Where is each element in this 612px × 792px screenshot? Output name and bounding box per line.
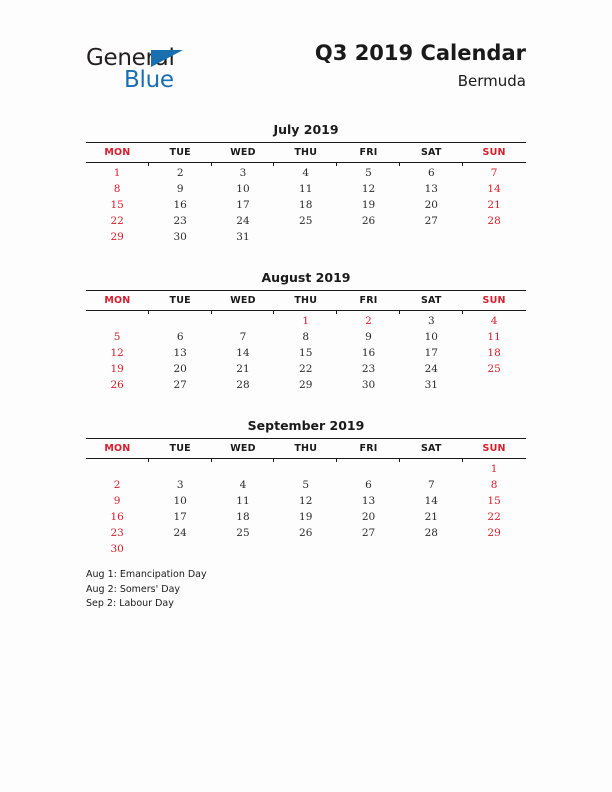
day-cell[interactable]: 19	[110, 363, 124, 375]
day-cell-empty	[212, 459, 275, 478]
day-cell[interactable]: 21	[487, 199, 501, 211]
day-cell[interactable]: 16	[173, 199, 187, 211]
day-cell-empty	[149, 311, 212, 330]
month-grid-september	[86, 438, 526, 557]
day-cell-empty	[337, 229, 400, 245]
day-cell-empty	[149, 459, 212, 478]
day-cell-empty	[274, 229, 337, 245]
weekday-header-sun: SUN	[463, 439, 526, 459]
day-cell[interactable]: 21	[424, 511, 438, 523]
holiday-item: Sep 2: Labour Day	[86, 598, 174, 609]
weekday-header-thu: THU	[274, 143, 337, 163]
weekday-header-fri: FRI	[337, 439, 400, 459]
day-cell-empty	[212, 311, 275, 330]
day-cell[interactable]: 1	[302, 315, 310, 327]
day-cell[interactable]: 10	[424, 331, 438, 343]
right-triangle-icon	[151, 50, 183, 67]
day-cell[interactable]: 19	[299, 511, 313, 523]
day-cell[interactable]: 20	[424, 199, 438, 211]
day-cell-empty	[337, 459, 400, 478]
week-row	[86, 345, 526, 361]
month-body	[86, 311, 526, 394]
day-cell[interactable]: 12	[361, 183, 376, 195]
day-cell-empty	[400, 459, 463, 478]
day-cell-empty	[463, 541, 526, 557]
weekday-header-wed: WED	[212, 143, 275, 163]
day-cell[interactable]: 15	[487, 495, 501, 507]
day-cell[interactable]: 12	[110, 347, 124, 359]
page-subtitle-country: Bermuda	[457, 72, 526, 90]
day-cell-empty	[86, 311, 149, 330]
day-cell[interactable]: 4	[302, 167, 310, 179]
day-cell[interactable]: 2	[365, 315, 372, 327]
day-cell-empty	[400, 229, 463, 245]
week-row	[86, 181, 526, 197]
day-cell[interactable]: 24	[173, 527, 187, 539]
logo-text-general: General	[86, 45, 175, 71]
day-cell[interactable]: 7	[239, 331, 247, 343]
week-row	[86, 229, 526, 245]
day-cell[interactable]: 31	[236, 231, 250, 243]
day-cell[interactable]: 20	[173, 363, 187, 375]
week-row	[86, 163, 526, 182]
day-cell[interactable]: 30	[110, 543, 124, 555]
day-cell[interactable]: 11	[236, 495, 250, 507]
day-cell[interactable]: 3	[427, 315, 435, 327]
week-row	[86, 509, 526, 525]
day-cell[interactable]: 17	[424, 347, 438, 359]
day-cell[interactable]: 23	[110, 527, 124, 539]
weekday-header-sat: SAT	[400, 291, 463, 311]
day-cell[interactable]: 18	[299, 199, 313, 211]
holiday-item: Aug 2: Somers' Day	[86, 583, 181, 595]
day-cell[interactable]: 13	[361, 495, 376, 507]
day-cell-empty	[149, 541, 212, 557]
day-cell[interactable]: 29	[487, 527, 501, 539]
weekday-header-mon: MON	[86, 439, 149, 459]
day-cell-empty	[400, 541, 463, 557]
day-cell[interactable]: 27	[361, 527, 376, 539]
day-cell[interactable]: 18	[487, 347, 501, 359]
month-body	[86, 459, 526, 558]
title-block	[226, 40, 526, 92]
week-row	[86, 459, 526, 478]
weekday-header-tue: TUE	[149, 143, 212, 163]
weekday-header-sun: SUN	[463, 291, 526, 311]
day-cell[interactable]: 29	[110, 231, 124, 243]
week-row	[86, 361, 526, 377]
month-title: September 2019	[247, 418, 365, 433]
day-cell[interactable]: 11	[487, 331, 501, 343]
weekday-header-fri: FRI	[337, 291, 400, 311]
day-cell[interactable]: 21	[236, 363, 250, 375]
day-cell[interactable]: 17	[173, 511, 187, 523]
day-cell[interactable]: 22	[299, 363, 313, 375]
day-cell[interactable]: 28	[487, 215, 501, 227]
day-cell[interactable]: 23	[361, 363, 376, 375]
day-cell[interactable]: 1	[113, 167, 121, 179]
day-cell[interactable]: 22	[110, 215, 124, 227]
day-cell[interactable]: 1	[490, 463, 498, 475]
day-cell[interactable]: 28	[236, 379, 250, 391]
day-cell[interactable]: 23	[173, 215, 187, 227]
day-cell[interactable]: 16	[110, 511, 124, 523]
day-cell[interactable]: 7	[427, 479, 435, 491]
month-block-july	[86, 122, 526, 245]
day-cell[interactable]: 18	[236, 511, 250, 523]
day-cell[interactable]: 20	[361, 511, 376, 523]
month-title: August 2019	[261, 270, 351, 285]
day-cell[interactable]: 10	[173, 495, 187, 507]
day-cell[interactable]: 24	[236, 215, 250, 227]
day-cell[interactable]: 31	[424, 379, 438, 391]
day-cell-empty	[274, 541, 337, 557]
week-row	[86, 377, 526, 393]
weekday-header-tue: TUE	[149, 439, 212, 459]
week-row	[86, 311, 526, 330]
day-cell[interactable]: 15	[110, 199, 124, 211]
day-cell[interactable]: 11	[299, 183, 313, 195]
day-cell-empty	[86, 459, 149, 478]
day-cell[interactable]: 5	[365, 167, 372, 179]
day-cell-empty	[274, 459, 337, 478]
month-body	[86, 163, 526, 246]
day-cell[interactable]: 2	[176, 167, 184, 179]
day-cell[interactable]: 26	[361, 215, 376, 227]
week-row	[86, 329, 526, 345]
day-cell[interactable]: 25	[236, 527, 250, 539]
month-grid-august	[86, 290, 526, 393]
day-cell-empty	[337, 541, 400, 557]
weekday-header-fri: FRI	[337, 143, 400, 163]
weekday-header-mon: MON	[86, 291, 149, 311]
weekday-header-thu: THU	[274, 291, 337, 311]
day-cell[interactable]: 13	[173, 347, 187, 359]
day-cell[interactable]: 25	[487, 363, 501, 375]
page-title: Q3 2019 Calendar	[314, 41, 526, 65]
day-cell[interactable]: 16	[361, 347, 376, 359]
weekday-header-sat: SAT	[400, 439, 463, 459]
day-cell-empty	[212, 541, 275, 557]
weekday-header-tue: TUE	[149, 291, 212, 311]
day-cell[interactable]: 26	[110, 379, 124, 391]
day-cell[interactable]: 8	[302, 331, 310, 343]
day-cell[interactable]: 9	[176, 183, 184, 195]
day-cell[interactable]: 22	[487, 511, 501, 523]
day-cell[interactable]: 24	[424, 363, 438, 375]
day-cell[interactable]: 14	[236, 347, 250, 359]
month-grid-july	[86, 142, 526, 245]
week-row	[86, 197, 526, 213]
week-row	[86, 213, 526, 229]
day-cell[interactable]: 10	[236, 183, 250, 195]
weekday-header-wed: WED	[212, 439, 275, 459]
day-cell[interactable]: 15	[299, 347, 313, 359]
weekday-header-row	[86, 291, 526, 311]
day-cell[interactable]: 6	[365, 479, 372, 491]
day-cell[interactable]: 14	[487, 183, 501, 195]
day-cell[interactable]: 8	[490, 479, 498, 491]
weekday-header-wed: WED	[212, 291, 275, 311]
weekday-header-thu: THU	[274, 439, 337, 459]
day-cell[interactable]: 27	[173, 379, 187, 391]
day-cell[interactable]: 6	[176, 331, 184, 343]
week-row	[86, 541, 526, 557]
day-cell[interactable]: 12	[299, 495, 313, 507]
day-cell[interactable]: 26	[299, 527, 313, 539]
page-header	[86, 40, 526, 108]
weekday-header-sun: SUN	[463, 143, 526, 163]
week-row	[86, 493, 526, 509]
day-cell[interactable]: 3	[176, 479, 184, 491]
logo-text-blue: Blue	[124, 67, 174, 93]
weekday-header-row	[86, 143, 526, 163]
day-cell[interactable]: 5	[302, 479, 310, 491]
weekday-header-sat: SAT	[400, 143, 463, 163]
holiday-legend	[86, 568, 486, 612]
day-cell[interactable]: 25	[299, 215, 313, 227]
day-cell[interactable]: 29	[299, 379, 313, 391]
day-cell[interactable]: 17	[236, 199, 250, 211]
day-cell[interactable]: 3	[239, 167, 247, 179]
day-cell[interactable]: 4	[239, 479, 247, 491]
day-cell[interactable]: 9	[365, 331, 372, 343]
day-cell-empty	[463, 377, 526, 393]
day-cell[interactable]: 5	[113, 331, 121, 343]
day-cell[interactable]: 2	[113, 479, 121, 491]
week-row	[86, 525, 526, 541]
day-cell[interactable]: 13	[424, 183, 438, 195]
day-cell[interactable]: 4	[490, 315, 498, 327]
day-cell[interactable]: 19	[361, 199, 376, 211]
day-cell[interactable]: 27	[424, 215, 438, 227]
month-title: July 2019	[273, 122, 339, 137]
day-cell[interactable]: 7	[490, 167, 498, 179]
weekday-header-row	[86, 439, 526, 459]
holiday-item: Aug 1: Emancipation Day	[86, 569, 207, 580]
day-cell[interactable]: 30	[173, 231, 187, 243]
day-cell[interactable]: 8	[113, 183, 121, 195]
month-block-september	[86, 418, 526, 557]
month-block-august	[86, 270, 526, 393]
day-cell[interactable]: 9	[113, 495, 121, 507]
day-cell[interactable]: 14	[424, 495, 438, 507]
day-cell[interactable]: 6	[427, 167, 435, 179]
day-cell[interactable]: 30	[361, 379, 376, 391]
weekday-header-mon: MON	[86, 143, 149, 163]
day-cell-empty	[463, 229, 526, 245]
day-cell[interactable]: 28	[424, 527, 438, 539]
week-row	[86, 477, 526, 493]
